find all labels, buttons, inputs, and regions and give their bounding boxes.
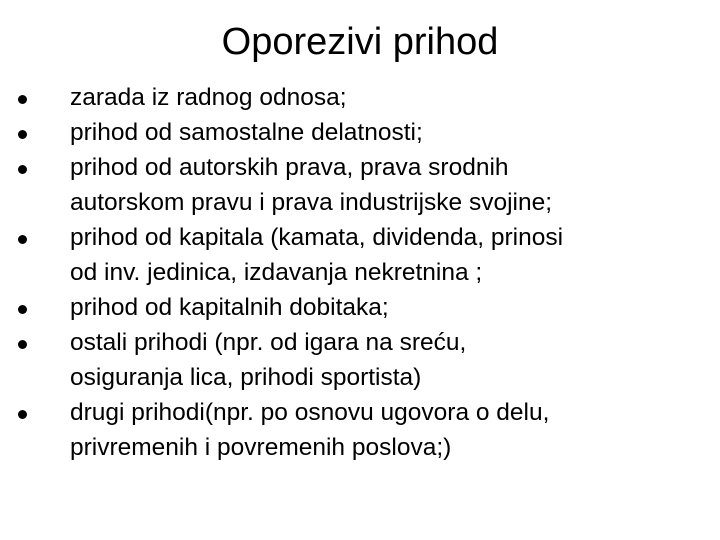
bullet-icon (18, 340, 27, 349)
list-item-text-continuation: autorskom pravu i prava industrijske svojine; (70, 189, 553, 216)
bullet-icon (18, 410, 27, 419)
bullet-icon (18, 95, 27, 104)
list-item-text: prihod od autorskih prava, prava srodnih (70, 154, 509, 181)
bullet-icon (18, 130, 27, 139)
list-item-text-continuation: od inv. jedinica, izdavanja nekretnina ; (70, 259, 483, 286)
list-item-text: zarada iz radnog odnosa; (70, 84, 347, 111)
list-item-text: ostali prihodi (npr. od igara na sreću, (70, 329, 467, 356)
slide-title: Oporezivi prihod (221, 21, 499, 63)
bullet-icon (18, 165, 27, 174)
list-item (18, 150, 708, 220)
list-item-text-continuation: osiguranja lica, prihodi sportista) (70, 364, 422, 391)
bullet-list (18, 80, 708, 465)
list-item (18, 395, 708, 465)
list-item-text: drugi prihodi(npr. po osnovu ugovora o delu, (70, 399, 550, 426)
list-item (18, 220, 708, 290)
bullet-icon (18, 235, 27, 244)
bullet-icon (18, 305, 27, 314)
list-item-text: prihod od samostalne delatnosti; (70, 119, 423, 146)
list-item (18, 290, 708, 325)
list-item (18, 115, 708, 150)
list-item (18, 325, 708, 395)
list-item-text-continuation: privremenih i povremenih poslova;) (70, 434, 452, 461)
list-item-text: prihod od kapitalnih dobitaka; (70, 294, 389, 321)
list-item (18, 80, 708, 115)
list-item-text: prihod od kapitala (kamata, dividenda, prinosi (70, 224, 564, 251)
